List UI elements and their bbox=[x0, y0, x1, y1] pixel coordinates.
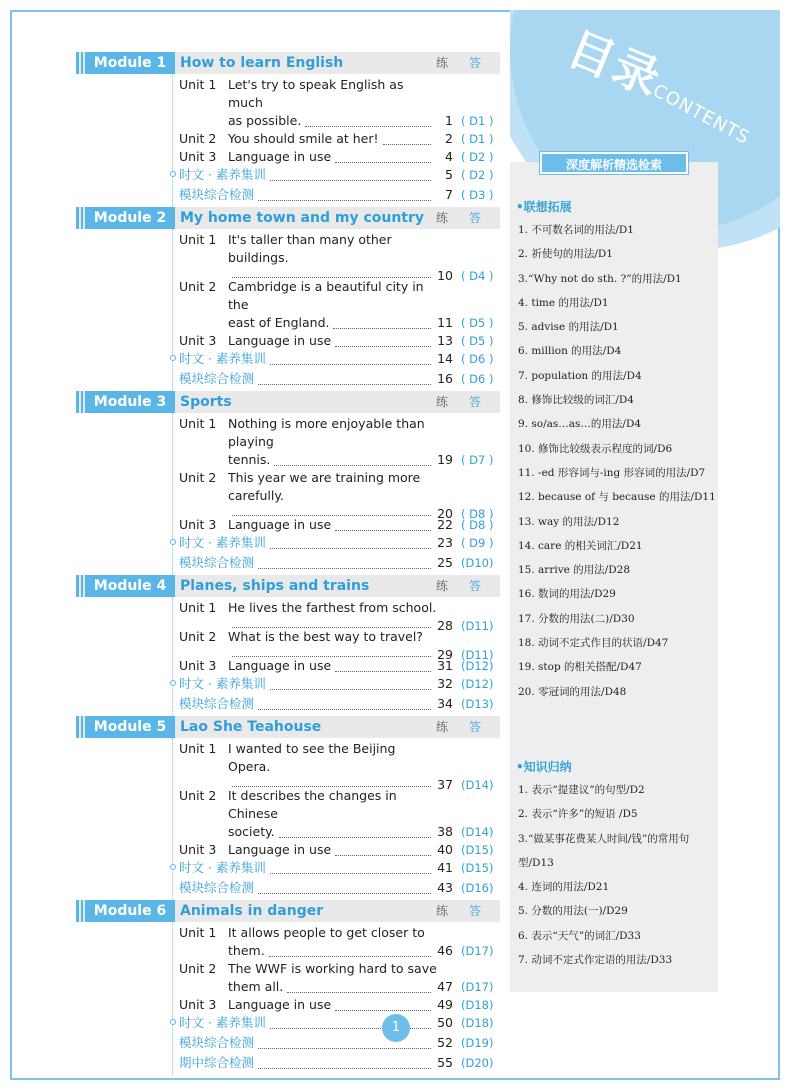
section-title-summary: •知识归纳 bbox=[516, 760, 572, 774]
module-block bbox=[76, 52, 500, 207]
module-header bbox=[76, 391, 500, 413]
answer-ref: ( D2 ) bbox=[461, 150, 494, 164]
page-ref: 28 bbox=[437, 618, 453, 633]
entry-title: The WWF is working hard to save bbox=[228, 961, 437, 976]
module-block bbox=[76, 575, 500, 716]
dot-leader bbox=[232, 505, 431, 516]
answer-ref: ( D6 ) bbox=[461, 352, 494, 366]
module-label: Module 6 bbox=[85, 900, 175, 922]
page-ref: 23 bbox=[437, 535, 453, 550]
entry-title: Language in use bbox=[228, 149, 332, 164]
page-ref: 31 bbox=[437, 658, 453, 673]
answer-ref: (D12) bbox=[461, 677, 494, 691]
unit-label: Unit 1 bbox=[179, 741, 217, 756]
page-ref: 7 bbox=[445, 187, 453, 202]
answer-ref: (D17) bbox=[461, 980, 494, 994]
unit-label: Unit 2 bbox=[179, 788, 217, 803]
practice-column-label: 练 bbox=[436, 56, 449, 70]
index-item: 型/D13 bbox=[518, 856, 554, 869]
answer-ref: (D14) bbox=[461, 825, 494, 839]
toc-unit-entry[interactable] bbox=[179, 657, 500, 675]
unit-label: Unit 2 bbox=[179, 629, 217, 644]
bullet-dot bbox=[170, 355, 176, 361]
index-item: 10. 修饰比较级表示程度的词/D6 bbox=[518, 442, 673, 455]
page-ref: 14 bbox=[437, 351, 453, 366]
section-title-extension: •联想拓展 bbox=[516, 200, 572, 214]
entry-title: 模块综合检测 bbox=[179, 696, 255, 711]
toc-unit-entry[interactable] bbox=[179, 415, 500, 469]
page-ref: 46 bbox=[437, 943, 453, 958]
answer-ref: ( D3 ) bbox=[461, 188, 494, 202]
page-ref: 37 bbox=[437, 777, 453, 792]
toc-unit-entry[interactable] bbox=[179, 516, 500, 534]
dot-leader bbox=[305, 116, 431, 127]
practice-column-label: 练 bbox=[436, 395, 449, 409]
contents-title: 目录 bbox=[560, 20, 670, 107]
toc-special-entry[interactable] bbox=[179, 350, 500, 368]
entry-title: He lives the farthest from school. bbox=[228, 600, 437, 615]
page-ref: 5 bbox=[445, 167, 453, 182]
index-item: 3.“做某事花费某人时间/钱”的常用句 bbox=[518, 832, 690, 845]
unit-label: Unit 3 bbox=[179, 997, 217, 1012]
entry-title: 时文 · 素养集训 bbox=[179, 167, 266, 182]
index-item: 13. way 的用法/D12 bbox=[518, 515, 620, 528]
answer-column-label: 答 bbox=[469, 56, 482, 70]
dot-leader bbox=[258, 374, 431, 385]
answer-ref: ( D5 ) bbox=[461, 334, 494, 348]
entry-title: Language in use bbox=[228, 658, 332, 673]
answer-ref: (D11) bbox=[461, 619, 494, 633]
entry-title: Cambridge is a beautiful city in the bbox=[228, 279, 424, 312]
dot-leader bbox=[269, 946, 431, 957]
index-item: 12. because of 与 because 的用法/D11 bbox=[518, 491, 716, 504]
module-header bbox=[76, 900, 500, 922]
dot-leader bbox=[270, 538, 431, 549]
toc-special-entry[interactable] bbox=[179, 1014, 500, 1032]
entry-title: 时文 · 素养集训 bbox=[179, 351, 266, 366]
unit-label: Unit 3 bbox=[179, 842, 217, 857]
index-item: 20. 零冠词的用法/D48 bbox=[518, 685, 627, 698]
dot-leader bbox=[270, 170, 431, 181]
page-number: 1 bbox=[382, 1014, 410, 1042]
index-item: 7. 动词不定式作定语的用法/D33 bbox=[518, 954, 673, 967]
entry-title: society. bbox=[228, 824, 275, 839]
bullet-dot bbox=[170, 171, 176, 177]
index-item: 17. 分数的用法(二)/D30 bbox=[518, 612, 635, 625]
unit-label: Unit 3 bbox=[179, 658, 217, 673]
page-ref: 29 bbox=[437, 647, 453, 662]
answer-ref: (D18) bbox=[461, 1016, 494, 1030]
bullet-dot bbox=[170, 864, 176, 870]
page-ref: 25 bbox=[437, 555, 453, 570]
toc-unit-entry[interactable] bbox=[179, 148, 500, 166]
module-header bbox=[76, 716, 500, 738]
toc-special-entry[interactable] bbox=[179, 534, 500, 552]
answer-column-label: 答 bbox=[469, 579, 482, 593]
entry-title: 模块综合检测 bbox=[179, 187, 255, 202]
unit-label: Unit 1 bbox=[179, 232, 217, 247]
page-ref: 50 bbox=[437, 1015, 453, 1030]
table-of-contents bbox=[76, 52, 500, 1075]
module-title[interactable]: Lao She Teahouse bbox=[180, 719, 322, 735]
module-block bbox=[76, 391, 500, 575]
dot-leader bbox=[258, 558, 431, 569]
dot-leader bbox=[335, 520, 431, 531]
entry-title: 时文 · 素养集训 bbox=[179, 1015, 266, 1030]
answer-column-label: 答 bbox=[469, 211, 482, 225]
dot-leader bbox=[270, 354, 431, 365]
index-item: 14. care 的相关词汇/D21 bbox=[518, 539, 643, 552]
answer-ref: (D10) bbox=[461, 556, 494, 570]
module-entries bbox=[172, 922, 500, 1075]
page-ref: 10 bbox=[437, 268, 453, 283]
entry-title: 模块综合检测 bbox=[179, 1035, 255, 1050]
toc-special-entry[interactable] bbox=[179, 166, 500, 184]
answer-ref: (D17) bbox=[461, 944, 494, 958]
dot-leader bbox=[274, 455, 431, 466]
unit-label: Unit 1 bbox=[179, 416, 217, 431]
answer-ref: (D12) bbox=[461, 659, 494, 673]
bullet-dot bbox=[170, 539, 176, 545]
dot-leader bbox=[279, 827, 431, 838]
module-entries bbox=[172, 738, 500, 900]
toc-special-entry[interactable] bbox=[179, 1034, 500, 1052]
toc-unit-entry[interactable] bbox=[179, 787, 500, 841]
module-title[interactable]: My home town and my country bbox=[180, 210, 425, 226]
module-block bbox=[76, 716, 500, 900]
answer-ref: (D19) bbox=[461, 1036, 494, 1050]
module-entries bbox=[172, 597, 500, 716]
toc-unit-entry[interactable] bbox=[179, 278, 500, 332]
entry-title: as possible. bbox=[228, 113, 302, 128]
unit-label: Unit 2 bbox=[179, 470, 217, 485]
toc-unit-entry[interactable] bbox=[179, 599, 500, 633]
entry-title: It describes the changes in Chinese bbox=[228, 788, 397, 821]
answer-ref: (D18) bbox=[461, 998, 494, 1012]
index-item: 5. 分数的用法(一)/D29 bbox=[518, 905, 628, 918]
page-ref: 40 bbox=[437, 842, 453, 857]
toc-special-entry[interactable] bbox=[179, 1054, 500, 1072]
dot-leader bbox=[258, 190, 431, 201]
contents-subtitle: CONTENTS bbox=[649, 80, 754, 149]
toc-unit-entry[interactable] bbox=[179, 231, 500, 283]
answer-ref: (D13) bbox=[461, 697, 494, 711]
page-ref: 47 bbox=[437, 979, 453, 994]
practice-column-label: 练 bbox=[436, 720, 449, 734]
dot-leader bbox=[333, 318, 431, 329]
entry-title: Let's try to speak English as much bbox=[228, 77, 404, 110]
module-title[interactable]: Sports bbox=[180, 394, 232, 410]
practice-column-label: 练 bbox=[436, 211, 449, 225]
summary-list bbox=[518, 778, 689, 972]
index-item: 15. arrive 的用法/D28 bbox=[518, 564, 630, 577]
unit-label: Unit 1 bbox=[179, 77, 217, 92]
extension-list bbox=[518, 218, 716, 704]
index-item: 2. 表示“许多”的短语 /D5 bbox=[518, 808, 638, 821]
dot-leader bbox=[335, 336, 431, 347]
unit-label: Unit 1 bbox=[179, 600, 217, 615]
index-item: 4. 连词的用法/D21 bbox=[518, 881, 610, 894]
answer-ref: ( D1 ) bbox=[461, 114, 494, 128]
dot-leader bbox=[287, 982, 431, 993]
answer-ref: (D20) bbox=[461, 1056, 494, 1070]
module-label: Module 4 bbox=[85, 575, 175, 597]
answer-ref: (D11) bbox=[461, 648, 494, 662]
answer-column-label: 答 bbox=[469, 720, 482, 734]
bullet-dot bbox=[170, 680, 176, 686]
unit-label: Unit 3 bbox=[179, 333, 217, 348]
entry-title: It allows people to get closer to bbox=[228, 925, 425, 940]
answer-ref: (D16) bbox=[461, 881, 494, 895]
module-entries bbox=[172, 74, 500, 207]
module-title[interactable]: Planes, ships and trains bbox=[180, 578, 370, 594]
module-title[interactable]: How to learn English bbox=[180, 55, 344, 71]
entry-title: 时文 · 素养集训 bbox=[179, 860, 266, 875]
toc-unit-entry[interactable] bbox=[179, 76, 500, 130]
unit-label: Unit 2 bbox=[179, 131, 217, 146]
answer-ref: ( D8 ) bbox=[461, 518, 494, 532]
entry-title: You should smile at her! bbox=[228, 131, 379, 146]
answer-ref: ( D6 ) bbox=[461, 372, 494, 386]
toc-unit-entry[interactable] bbox=[179, 960, 500, 996]
page-ref: 43 bbox=[437, 880, 453, 895]
bullet-dot bbox=[170, 1019, 176, 1025]
entry-title: This year we are training more carefully. bbox=[228, 470, 421, 503]
index-item: 1. 不可数名词的用法/D1 bbox=[518, 224, 634, 236]
index-panel-heading: 深度解析精选检索 bbox=[540, 152, 688, 174]
entry-title: 期中综合检测 bbox=[179, 1055, 255, 1070]
answer-ref: ( D7 ) bbox=[461, 453, 494, 467]
entry-title: tennis. bbox=[228, 452, 271, 467]
unit-label: Unit 2 bbox=[179, 961, 217, 976]
page-ref: 41 bbox=[437, 860, 453, 875]
answer-ref: (D14) bbox=[461, 778, 494, 792]
module-header bbox=[76, 207, 500, 229]
toc-special-entry[interactable] bbox=[179, 879, 500, 897]
dot-leader bbox=[335, 845, 431, 856]
toc-unit-entry[interactable] bbox=[179, 130, 500, 148]
entry-title: It's taller than many other buildings. bbox=[228, 232, 392, 265]
toc-special-entry[interactable] bbox=[179, 370, 500, 388]
answer-ref: (D15) bbox=[461, 843, 494, 857]
module-entries bbox=[172, 413, 500, 575]
page-ref: 22 bbox=[437, 517, 453, 532]
page-ref: 19 bbox=[437, 452, 453, 467]
toc-unit-entry[interactable] bbox=[179, 740, 500, 792]
unit-label: Unit 3 bbox=[179, 149, 217, 164]
unit-label: Unit 1 bbox=[179, 925, 217, 940]
index-item: 16. 数词的用法/D29 bbox=[518, 588, 616, 601]
practice-column-label: 练 bbox=[436, 579, 449, 593]
answer-ref: ( D1 ) bbox=[461, 132, 494, 146]
dot-leader bbox=[258, 1058, 431, 1069]
page-ref: 49 bbox=[437, 997, 453, 1012]
toc-unit-entry[interactable] bbox=[179, 841, 500, 859]
index-item: 18. 动词不定式作目的状语/D47 bbox=[518, 637, 669, 650]
module-label: Module 3 bbox=[85, 391, 175, 413]
dot-leader bbox=[270, 863, 431, 874]
answer-ref: ( D4 ) bbox=[461, 269, 494, 283]
answer-ref: (D15) bbox=[461, 861, 494, 875]
dot-leader bbox=[232, 617, 431, 628]
answer-ref: ( D8 ) bbox=[461, 507, 494, 521]
index-item: 9. so/as…as…的用法/D4 bbox=[518, 418, 642, 431]
page-ref: 38 bbox=[437, 824, 453, 839]
dot-leader bbox=[232, 776, 431, 787]
page-ref: 4 bbox=[445, 149, 453, 164]
entry-title: What is the best way to travel? bbox=[228, 629, 423, 644]
toc-unit-entry[interactable] bbox=[179, 996, 500, 1014]
page-ref: 32 bbox=[437, 676, 453, 691]
entry-title: Nothing is more enjoyable than playing bbox=[228, 416, 425, 449]
dot-leader bbox=[258, 699, 431, 710]
toc-unit-entry[interactable] bbox=[179, 628, 500, 662]
index-item: 6. million 的用法/D4 bbox=[518, 345, 622, 358]
index-item: 19. stop 的相关搭配/D47 bbox=[518, 661, 642, 674]
entry-title: 模块综合检测 bbox=[179, 371, 255, 386]
dot-leader bbox=[270, 679, 431, 690]
dot-leader bbox=[335, 152, 431, 163]
index-item: 8. 修饰比较级的词汇/D4 bbox=[518, 394, 634, 407]
entry-title: them. bbox=[228, 943, 265, 958]
toc-special-entry[interactable] bbox=[179, 675, 500, 693]
unit-label: Unit 2 bbox=[179, 279, 217, 294]
toc-special-entry[interactable] bbox=[179, 695, 500, 713]
module-label: Module 5 bbox=[85, 716, 175, 738]
answer-ref: ( D5 ) bbox=[461, 316, 494, 330]
index-item: 7. population 的用法/D4 bbox=[518, 369, 642, 382]
unit-label: Unit 3 bbox=[179, 517, 217, 532]
entry-title: Language in use bbox=[228, 842, 332, 857]
dot-leader bbox=[258, 883, 431, 894]
module-block bbox=[76, 900, 500, 1075]
entry-title: 模块综合检测 bbox=[179, 555, 255, 570]
entry-title: I wanted to see the Beijing Opera. bbox=[228, 741, 396, 774]
index-item: 5. advise 的用法/D1 bbox=[518, 321, 619, 334]
index-item: 1. 表示“提建议”的句型/D2 bbox=[518, 784, 645, 796]
dot-leader bbox=[383, 134, 431, 145]
entry-title: Language in use bbox=[228, 517, 332, 532]
dot-leader bbox=[335, 661, 431, 672]
dot-leader bbox=[232, 646, 431, 657]
module-header bbox=[76, 575, 500, 597]
index-item: 2. 祈使句的用法/D1 bbox=[518, 248, 613, 261]
page-ref: 20 bbox=[437, 506, 453, 521]
module-label: Module 2 bbox=[85, 207, 175, 229]
dot-leader bbox=[232, 267, 431, 278]
entry-title: Language in use bbox=[228, 997, 332, 1012]
entry-title: east of England. bbox=[228, 315, 330, 330]
page-ref: 55 bbox=[437, 1055, 453, 1070]
dot-leader bbox=[335, 1000, 431, 1011]
index-item: 3.“Why not do sth. ?”的用法/D1 bbox=[518, 272, 682, 285]
page-ref: 16 bbox=[437, 371, 453, 386]
practice-column-label: 练 bbox=[436, 904, 449, 918]
index-item: 4. time 的用法/D1 bbox=[518, 296, 609, 309]
page-ref: 34 bbox=[437, 696, 453, 711]
page-ref: 52 bbox=[437, 1035, 453, 1050]
page-ref: 1 bbox=[445, 113, 453, 128]
page-ref: 2 bbox=[445, 131, 453, 146]
module-entries bbox=[172, 229, 500, 391]
module-title[interactable]: Animals in danger bbox=[180, 903, 324, 919]
entry-title: 模块综合检测 bbox=[179, 880, 255, 895]
answer-column-label: 答 bbox=[469, 395, 482, 409]
entry-title: 时文 · 素养集训 bbox=[179, 535, 266, 550]
page-ref: 13 bbox=[437, 333, 453, 348]
index-item: 6. 表示“天气”的词汇/D33 bbox=[518, 929, 641, 942]
index-item: 11. -ed 形容词与-ing 形容词的用法/D7 bbox=[518, 466, 706, 479]
answer-ref: ( D9 ) bbox=[461, 536, 494, 550]
module-label: Module 1 bbox=[85, 52, 175, 74]
entry-title: Language in use bbox=[228, 333, 332, 348]
answer-column-label: 答 bbox=[469, 904, 482, 918]
dot-leader bbox=[258, 1038, 431, 1049]
toc-special-entry[interactable] bbox=[179, 186, 500, 204]
entry-title: them all. bbox=[228, 979, 284, 994]
toc-special-entry[interactable] bbox=[179, 554, 500, 572]
toc-special-entry[interactable] bbox=[179, 859, 500, 877]
page-ref: 11 bbox=[437, 315, 453, 330]
module-block bbox=[76, 207, 500, 391]
toc-unit-entry[interactable] bbox=[179, 469, 500, 521]
toc-unit-entry[interactable] bbox=[179, 332, 500, 350]
entry-title: 时文 · 素养集训 bbox=[179, 676, 266, 691]
module-header bbox=[76, 52, 500, 74]
answer-ref: ( D2 ) bbox=[461, 168, 494, 182]
toc-unit-entry[interactable] bbox=[179, 924, 500, 960]
